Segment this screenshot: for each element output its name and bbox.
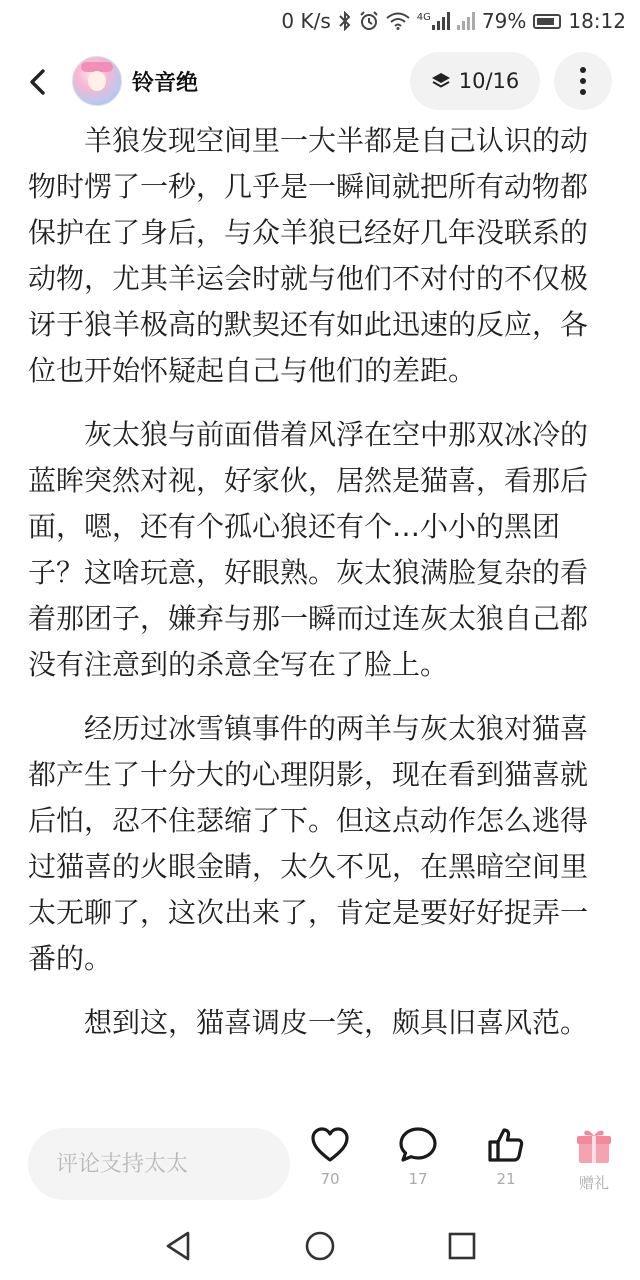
gift-button[interactable] [562, 1126, 626, 1193]
paragraph: 经历过冰雪镇事件的两羊与灰太狼对猫喜都产生了十分大的心理阴影，现在看到猫喜就后怕，忍不住瑟缩了下。但这点动作怎么逃得过猫喜的火眼金睛，太久不见，在黑暗空间里太无聊了，这次出来了，肯定是要好好捉弄一番的。 [28, 712, 589, 975]
comment-count: 17 [408, 1170, 428, 1188]
thumbs-up-icon [486, 1126, 526, 1164]
like-button[interactable] [298, 1126, 362, 1188]
chapter-indicator-text: 10/16 [458, 69, 520, 93]
nav-recents-button[interactable] [440, 1224, 484, 1268]
chapter-content [28, 118, 604, 1108]
wifi-icon [386, 12, 410, 30]
back-triangle-icon [163, 1230, 193, 1262]
like-count: 70 [320, 1170, 340, 1188]
comment-button[interactable] [386, 1126, 450, 1188]
comment-bubble-icon [398, 1126, 438, 1164]
net-speed: 0 K/s [281, 9, 331, 33]
alarm-icon [359, 11, 379, 31]
bluetooth-icon [338, 11, 352, 31]
layers-icon [431, 71, 451, 91]
reader-header [0, 46, 640, 118]
clock: 18:12 [568, 9, 626, 33]
system-nav-bar [0, 1210, 640, 1280]
avatar[interactable] [72, 56, 122, 106]
signal-icon [417, 12, 450, 30]
paragraph: 羊狼发现空间里一大半都是自己认识的动物时愣了一秒，几乎是一瞬间就把所有动物都保护在了身后，与众羊狼已经好几年没联系的动物，尤其羊运会时就与他们不对付的不仅极讶于狼羊极高的默契还有如此迅速的反应，各位也开始怀疑起自己与他们的差距。 [28, 124, 589, 387]
thumb-button[interactable] [474, 1126, 538, 1188]
home-circle-icon [304, 1230, 336, 1262]
battery-percent: 79% [481, 9, 527, 33]
gift-label: 赠礼 [578, 1174, 609, 1192]
status-bar [0, 0, 640, 44]
more-vertical-icon [580, 67, 586, 73]
chapter-indicator-button[interactable] [410, 52, 540, 110]
battery-icon [533, 14, 561, 29]
nav-back-button[interactable] [156, 1224, 200, 1268]
gift-icon [574, 1126, 614, 1166]
paragraph: 想到这，猫喜调皮一笑，颇具旧喜风范。 [84, 1006, 589, 1039]
recents-square-icon [447, 1231, 477, 1261]
nav-home-button[interactable] [298, 1224, 342, 1268]
comment-input[interactable] [28, 1128, 290, 1200]
network-type: 4G [416, 12, 431, 23]
paragraph: 灰太狼与前面借着风浮在空中那双冰冷的蓝眸突然对视，好家伙，居然是猫喜，看那后面，嗯，还有个孤心狼还有个…小小的黑团子？这啥玩意，好眼熟。灰太狼满脸复杂的看着那团子，嫌弃与那一瞬而过连灰太狼自己都没有注意到的杀意全写在了脸上。 [28, 418, 589, 681]
author-name[interactable]: 铃音绝 [132, 71, 199, 96]
thumb-count: 21 [496, 1170, 516, 1188]
more-options-button[interactable] [554, 52, 612, 110]
back-icon [27, 68, 49, 96]
action-bar [0, 1120, 640, 1210]
back-button[interactable] [18, 62, 58, 102]
signal-secondary-icon [457, 12, 475, 30]
heart-icon [310, 1126, 350, 1164]
